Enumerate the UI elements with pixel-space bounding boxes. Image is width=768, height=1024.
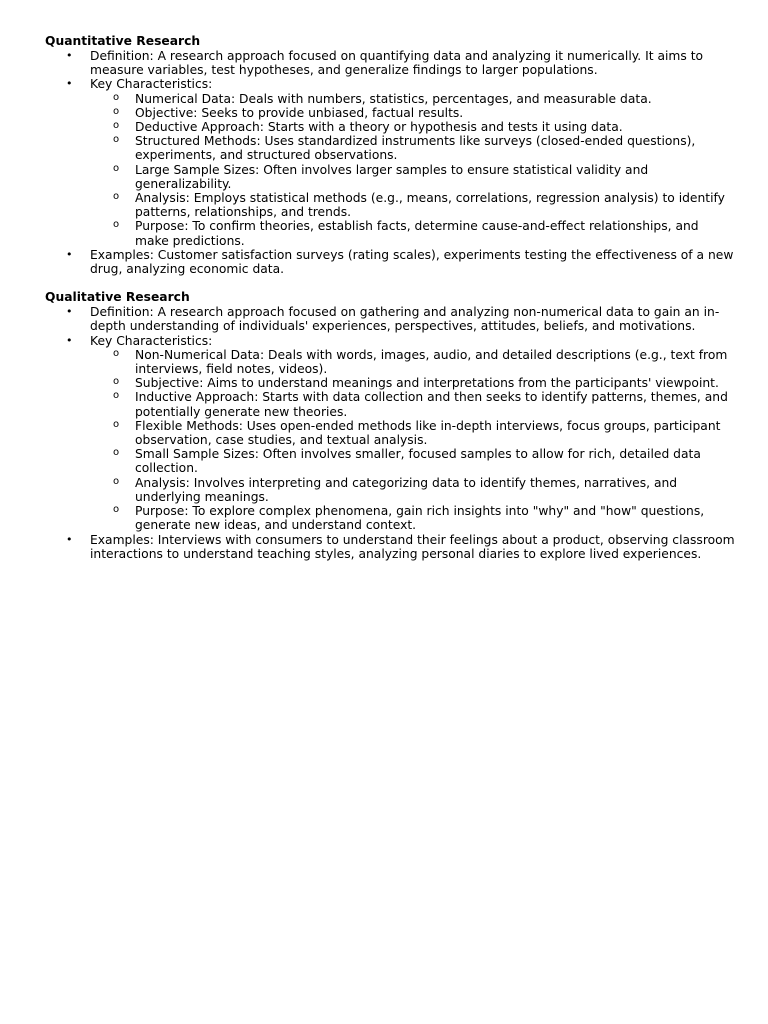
examples-text: Examples: Customer satisfaction surveys (rating scales), experiments testing the effectiveness of a new drug, analyzing economic data.	[90, 247, 734, 277]
characteristic-item	[90, 504, 735, 532]
section-heading: Qualitative Research	[45, 290, 190, 305]
section-qualitative-research	[45, 290, 735, 561]
characteristic-item	[90, 447, 735, 475]
bullet-list	[45, 49, 735, 276]
characteristic-text: Flexible Methods: Uses open-ended methods like in-depth interviews, focus groups, participant observation, case studies, and textual analysis.	[135, 418, 721, 448]
characteristic-text: Subjective: Aims to understand meanings and interpretations from the participants' viewpoint.	[135, 376, 719, 391]
definition-item	[45, 305, 735, 333]
definition-item	[45, 49, 735, 77]
characteristic-text: Non-Numerical Data: Deals with words, images, audio, and detailed descriptions (e.g., text from interviews, field notes, videos).	[135, 347, 728, 377]
characteristic-item	[90, 163, 735, 191]
bullet-list	[45, 305, 735, 561]
characteristic-item	[90, 390, 735, 418]
characteristic-item	[90, 476, 735, 504]
characteristic-item	[90, 134, 735, 162]
characteristics-item	[45, 77, 735, 247]
characteristic-item	[90, 219, 735, 247]
section-heading: Quantitative Research	[45, 34, 201, 48]
characteristic-item	[90, 92, 735, 106]
characteristic-item	[90, 419, 735, 447]
section-quantitative-research	[45, 34, 735, 276]
characteristics-list	[90, 348, 735, 533]
characteristic-text: Analysis: Employs statistical methods (e.g., means, correlations, regression analysis) to identify patterns, relationships, and trends.	[135, 191, 725, 220]
characteristic-text: Purpose: To confirm theories, establish facts, determine cause-and-effect relationships, and make predictions.	[135, 219, 699, 248]
examples-text: Examples: Interviews with consumers to understand their feelings about a product, observing classroom interactions to understand teaching styles, analyzing personal diaries to explore lived experiences.	[90, 532, 735, 561]
characteristic-item	[90, 106, 735, 120]
characteristic-text: Purpose: To explore complex phenomena, gain rich insights into "why" and "how" questions, generate new ideas, and understand context.	[135, 504, 705, 533]
examples-item	[45, 533, 735, 561]
characteristic-text: Large Sample Sizes: Often involves larger samples to ensure statistical validity and generalizability.	[135, 162, 649, 191]
characteristic-item	[90, 120, 735, 134]
characteristics-item	[45, 334, 735, 533]
characteristic-text: Deductive Approach: Starts with a theory or hypothesis and tests it using data.	[135, 120, 623, 135]
characteristics-label: Key Characteristics:	[90, 333, 213, 348]
definition-text: Definition: A research approach focused on quantifying data and analyzing it numerically. It aims to measure variables, test hypotheses, and generalize findings to larger populations.	[90, 49, 704, 78]
characteristic-text: Small Sample Sizes: Often involves smaller, focused samples to allow for rich, detailed data collection.	[135, 447, 701, 476]
characteristic-item	[90, 191, 735, 219]
characteristic-text: Structured Methods: Uses standardized instruments like surveys (closed-ended questions), experiments, and structured observations.	[135, 134, 696, 163]
characteristic-text: Analysis: Involves interpreting and categorizing data to identify themes, narratives, and underlying meanings.	[135, 475, 678, 504]
characteristic-text: Objective: Seeks to provide unbiased, factual results.	[135, 105, 464, 120]
characteristics-list	[90, 92, 735, 248]
characteristics-label: Key Characteristics:	[90, 77, 213, 92]
definition-text: Definition: A research approach focused on gathering and analyzing non-numerical data to gain an in-depth understanding of individuals' experiences, perspectives, attitudes, beliefs, and motivations.	[90, 305, 720, 334]
characteristic-text: Inductive Approach: Starts with data collection and then seeks to identify patterns, themes, and potentially generate new theories.	[135, 390, 728, 419]
characteristic-item	[90, 376, 735, 390]
characteristic-item	[90, 348, 735, 376]
examples-item	[45, 248, 735, 276]
document-page	[45, 34, 735, 561]
characteristic-text: Numerical Data: Deals with numbers, statistics, percentages, and measurable data.	[135, 91, 652, 106]
